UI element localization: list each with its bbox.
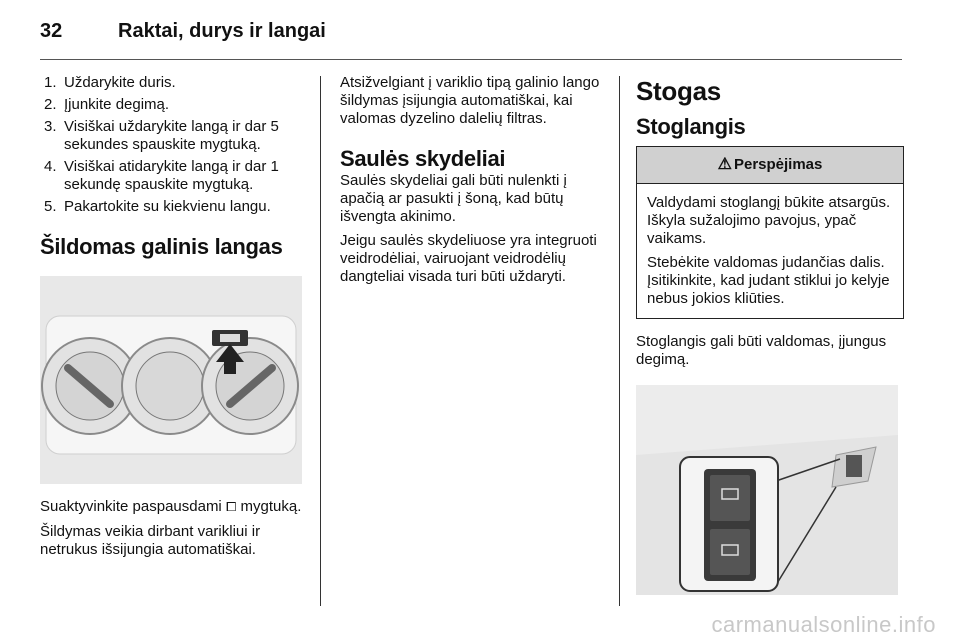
warning-triangle-icon: ⚠	[717, 156, 732, 173]
section-heading-rear-window: Šildomas galinis langas	[40, 234, 283, 259]
list-item: 2. Įjunkite degimą.	[44, 96, 170, 113]
list-item: 3. Visiškai uždarykite langą ir dar 5 sekundes spauskite mygtuką.	[44, 118, 279, 153]
rear-window-heater-icon: ⧠	[225, 500, 237, 515]
activate-instruction: Suaktyvinkite paspausdami ⧠ mygtuką.	[40, 498, 302, 515]
column-3	[636, 76, 904, 595]
warning-box	[636, 146, 904, 319]
page-number: 32	[40, 20, 63, 42]
warning-header: ⚠ Perspėjimas	[637, 147, 903, 184]
page-title: Raktai, durys ir langai	[118, 20, 326, 42]
paragraph: Atsižvelgiant į variklio tipą galinio lango šildymas įsijungia automatiškai, kai valomas dyzelino dalelių filtras.	[340, 74, 600, 127]
warning-body	[637, 184, 903, 318]
steps-list	[40, 74, 310, 216]
list-item: 5. Pakartokite su kiekvienu langu.	[44, 198, 271, 215]
header-divider	[40, 59, 902, 60]
list-item: 4. Visiškai atidarykite langą ir dar 1 sekundę spauskite mygtuką.	[44, 158, 279, 193]
column-2	[340, 74, 608, 292]
paragraph: Stebėkite valdomas judančias dalis. Įsitikinkite, kad judant stiklui jo kelyje nebus jokios kliūties.	[647, 254, 890, 307]
page-header	[0, 0, 960, 62]
climate-control-panel-image	[40, 276, 302, 484]
watermark: carmanualsonline.info	[711, 612, 936, 637]
section-heading-sunroof: Stoglangis	[636, 114, 746, 139]
sunroof-switch-image	[636, 385, 898, 595]
paragraph: Šildymas veikia dirbant varikliui ir netrukus išsijungia automatiškai.	[40, 523, 261, 558]
section-heading-sun-visors: Saulės skydeliai	[340, 146, 506, 171]
column-1	[40, 74, 310, 565]
paragraph: Valdydami stoglangį būkite atsargūs. Iškyla sužalojimo pavojus, ypač vaikams.	[647, 194, 891, 247]
column-divider	[619, 76, 620, 606]
section-heading-roof: Stogas	[636, 76, 721, 106]
paragraph: Jeigu saulės skydeliuose yra integruoti veidrodėliai, vairuojant veidrodėlių dangteliai visada turi būti uždaryti.	[340, 232, 597, 285]
list-item: 1. Uždarykite duris.	[44, 74, 176, 91]
paragraph: Saulės skydeliai gali būti nulenkti į apačią ar pasukti į šoną, kad būtų išvengta akinimo.	[340, 172, 567, 225]
column-divider	[320, 76, 321, 606]
paragraph: Stoglangis gali būti valdomas, įjungus degimą.	[636, 333, 887, 368]
